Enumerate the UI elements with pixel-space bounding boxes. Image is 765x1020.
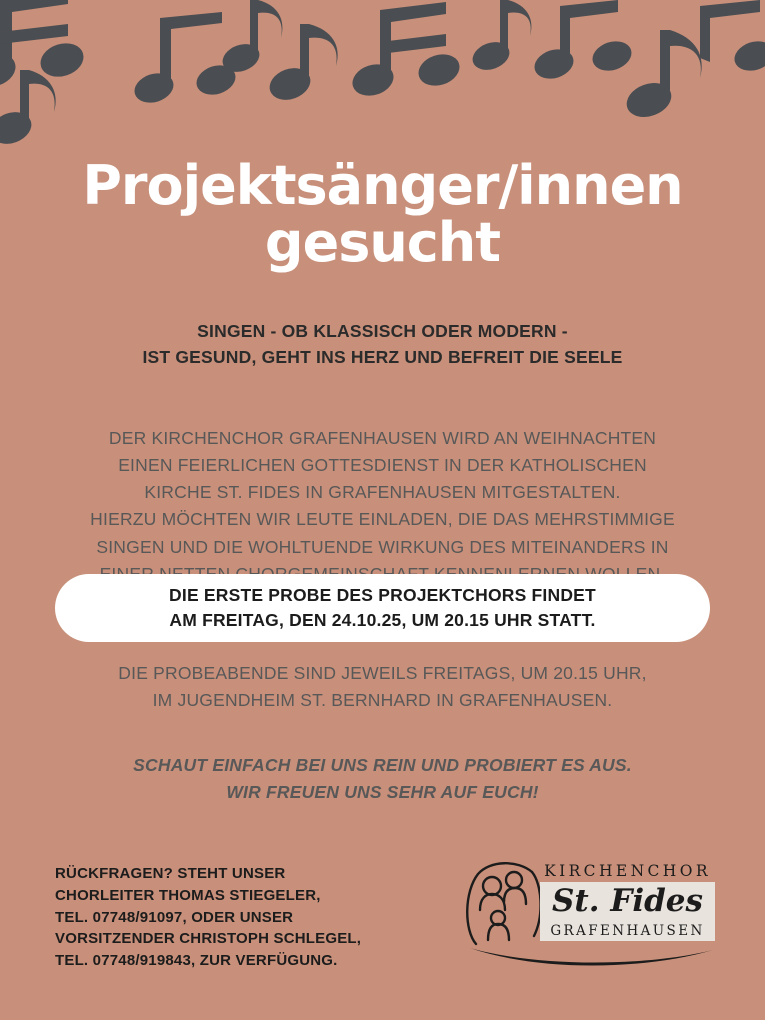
contact-line-3: TEL. 07748/91097, ODER UNSER: [55, 908, 294, 926]
highlight-line-1: DIE ERSTE PROBE DES PROJEKTCHORS FINDET: [169, 584, 596, 605]
page-title: [0, 154, 765, 274]
body-line-3: KIRCHE ST. FIDES IN GRAFENHAUSEN MITGESTALTEN.: [144, 482, 621, 503]
headline-line-2: gesucht: [264, 210, 501, 274]
body-line-1: DER KIRCHENCHOR GRAFENHAUSEN WIRD AN WEIHNACHTEN: [108, 428, 657, 448]
contact-line-5: TEL. 07748/919843, ZUR VERFÜGUNG.: [55, 952, 338, 969]
body-line-2: EINEN FEIERLICHEN GOTTESDIENST IN DER KATHOLISCHEN: [118, 455, 647, 476]
logo-text-block: [540, 862, 715, 941]
contact-block: [55, 863, 455, 972]
highlight-banner: [55, 574, 710, 642]
rehearsal-line-2: IM JUGENDHEIM ST. BERNHARD IN GRAFENHAUSEN.: [152, 690, 613, 711]
logo-bottom-text: GRAFENHAUSEN: [540, 922, 715, 941]
subtitle-line-1: SINGEN - OB KLASSISCH ODER MODERN -: [197, 321, 568, 341]
contact-line-4: VORSITZENDER CHRISTOPH SCHLEGEL,: [55, 930, 362, 948]
body-paragraph: [0, 425, 765, 588]
choir-logo: [462, 858, 717, 973]
invitation-text: [0, 752, 765, 806]
invite-line-2: WIR FREUEN UNS SEHR AUF EUCH!: [226, 782, 539, 803]
logo-middle-text: St. Fides: [552, 883, 703, 919]
logo-swoosh-icon: [470, 946, 715, 972]
contact-line-1: RÜCKFRAGEN? STEHT UNSER: [55, 865, 286, 882]
headline-line-1: Projektsänger/innen: [82, 154, 683, 217]
singing-figures-icon: [462, 858, 546, 946]
subtitle: [0, 318, 765, 371]
highlight-line-2: AM FREITAG, DEN 24.10.25, UM 20.15 UHR STATT.: [169, 610, 596, 630]
rehearsal-info: [0, 660, 765, 714]
logo-middle-wrap: [540, 882, 715, 922]
rehearsal-line-1: DIE PROBEABENDE SIND JEWEILS FREITAGS, UM 20.15 UHR,: [118, 663, 647, 683]
subtitle-line-2: IST GESUND, GEHT INS HERZ UND BEFREIT DIE SEELE: [142, 347, 623, 368]
logo-top-text: KIRCHENCHOR: [544, 862, 711, 880]
music-notes-banner: [0, 0, 765, 175]
body-line-4: HIERZU MÖCHTEN WIR LEUTE EINLADEN, DIE DAS MEHRSTIMMIGE: [90, 509, 675, 530]
body-line-5: SINGEN UND DIE WOHLTUENDE WIRKUNG DES MITEINANDERS IN: [96, 536, 669, 557]
contact-line-2: CHORLEITER THOMAS STIEGELER,: [55, 886, 321, 904]
music-notes-icon: [0, 0, 765, 175]
invite-line-1: SCHAUT EINFACH BEI UNS REIN UND PROBIERT ES AUS.: [133, 755, 632, 775]
